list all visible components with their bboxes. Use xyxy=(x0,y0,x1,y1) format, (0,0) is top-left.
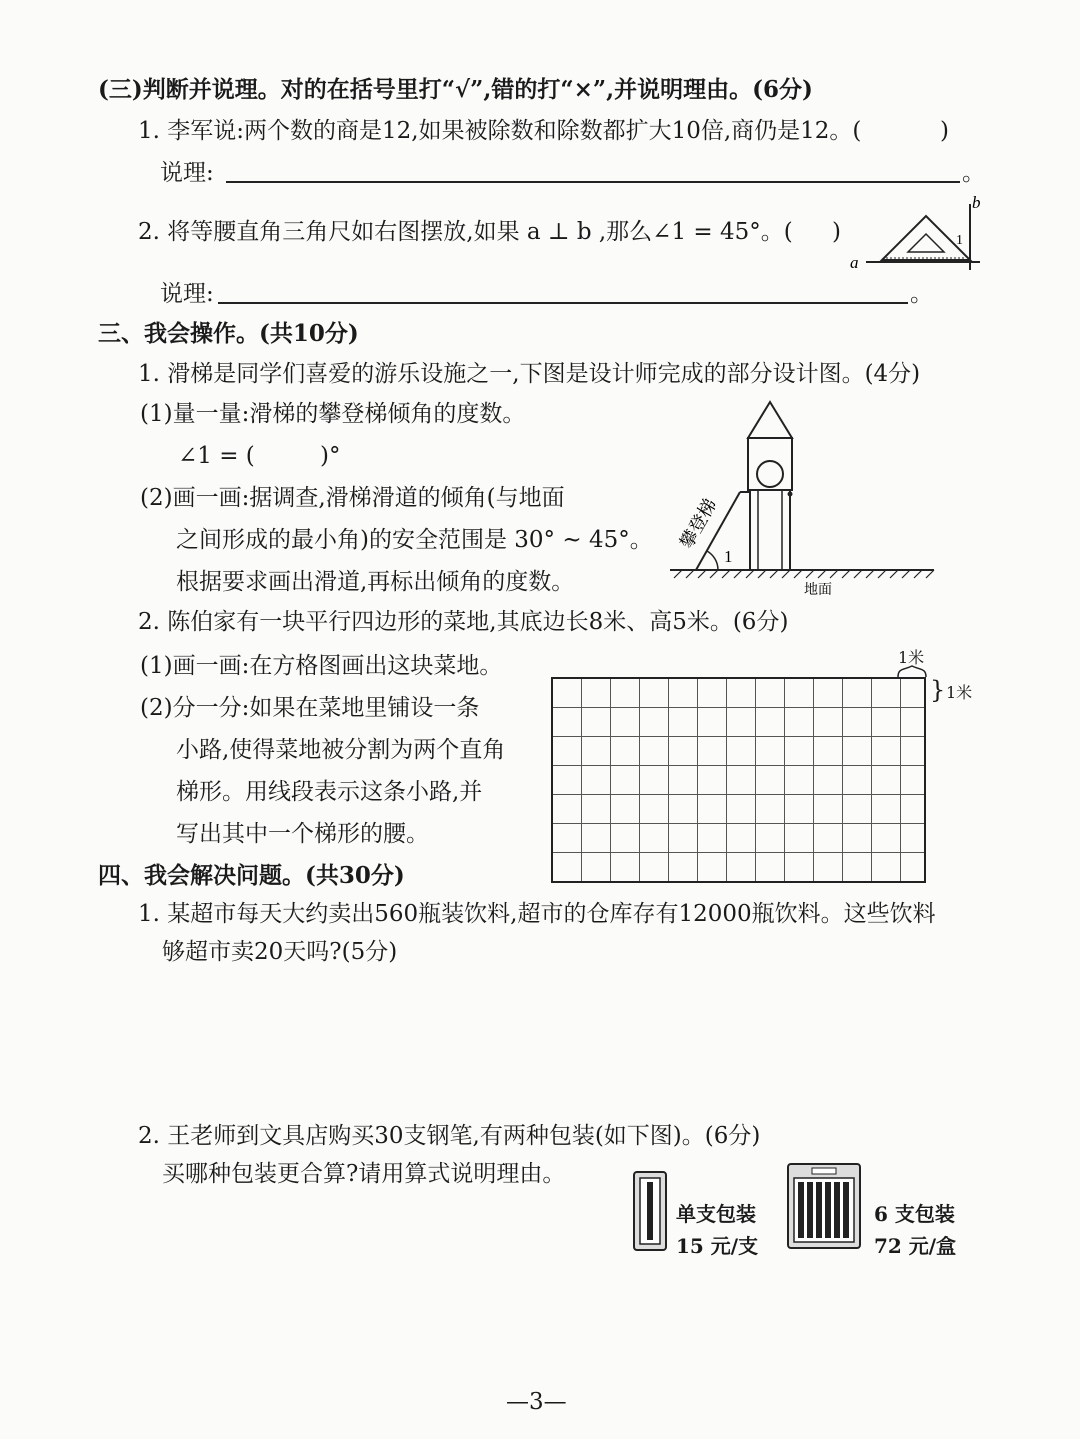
solve-q2-line1: 2. 王老师到文具店购买30支钢笔,有两种包装(如下图)。(6分) xyxy=(138,1123,761,1149)
ground-label: 地面 xyxy=(804,582,832,598)
tower-window xyxy=(757,461,783,487)
tower-roof xyxy=(748,402,792,438)
solve-section-title: 四、我会解决问题。(共30分) xyxy=(98,862,405,889)
solve-q2-line2: 买哪种包装更合算?请用算式说明理由。 xyxy=(162,1161,566,1187)
operate-q1-part2-line3: 根据要求画出滑道,再标出倾角的度数。 xyxy=(176,569,575,595)
operate-q2-part2-line3: 梯形。用线段表示这条小路,并 xyxy=(176,779,483,805)
operate-q1: 1. 滑梯是同学们喜爱的游乐设施之一,下图是设计师完成的部分设计图。(4分) xyxy=(138,361,921,387)
judge-q1-paren-close: ) xyxy=(940,118,949,144)
operate-q1-part1: (1)量一量:滑梯的攀登梯倾角的度数。 xyxy=(140,401,526,427)
judge-q2-paren-close: ) xyxy=(832,219,841,245)
pkg2-name: 6 支包装 xyxy=(874,1202,955,1226)
six-pen-package-image xyxy=(784,1160,864,1254)
single-pen-package-image xyxy=(630,1168,670,1256)
grid-unit-height-label: 1米 xyxy=(946,683,973,702)
judge-section-title: (三)判断并说理。对的在括号里打“√”,错的打“×”,并说明理由。(6分) xyxy=(98,76,813,103)
solve-q1-line1: 1. 某超市每天大约卖出560瓶装饮料,超市的仓库存有12000瓶饮料。这些饮料 xyxy=(138,901,936,927)
page-number: —3— xyxy=(506,1389,567,1415)
reason-period-1: 。 xyxy=(962,160,985,186)
operate-section-title: 三、我会操作。(共10分) xyxy=(98,320,359,347)
angle-answer-close: )° xyxy=(320,443,341,469)
set-square-figure xyxy=(846,192,982,276)
set-square-inner xyxy=(908,234,944,252)
solve-q1-line2: 够超市卖20天吗?(5分) xyxy=(162,939,398,965)
operate-q2-part1: (1)画一画:在方格图画出这块菜地。 xyxy=(140,653,503,679)
pkg1-price: 15 元/支 xyxy=(676,1234,759,1258)
operate-q2: 2. 陈伯家有一块平行四边形的菜地,其底边长8米、高5米。(6分) xyxy=(138,609,789,635)
grid-unit-height-brace: } xyxy=(930,676,946,704)
slide-design-figure xyxy=(660,396,940,602)
tower-top xyxy=(748,438,792,490)
operate-q1-part2-line2: 之间形成的最小角)的安全范围是 30° ~ 45°。 xyxy=(176,527,653,553)
pkg1-name: 单支包装 xyxy=(676,1202,756,1226)
operate-q1-part2-line1: (2)画一画:据调查,滑梯滑道的倾角(与地面 xyxy=(140,485,565,511)
grid-unit-width-label: 1米 xyxy=(898,648,925,667)
tower-body xyxy=(750,490,790,570)
reason-answer-line-1[interactable] xyxy=(226,181,960,183)
reason-period-2: 。 xyxy=(910,281,933,307)
operate-q2-part2-line4: 写出其中一个梯形的腰。 xyxy=(176,821,429,847)
reason-answer-line-2[interactable] xyxy=(218,302,908,304)
ladder-label: 攀登梯 xyxy=(676,495,722,553)
fig-label-1: 1 xyxy=(956,233,963,248)
fig-label-a: a xyxy=(850,253,859,272)
judge-q1: 1. 李军说:两个数的商是12,如果被除数和除数都扩大10倍,商仍是12。( xyxy=(138,118,862,144)
angle-label: 1 xyxy=(724,547,733,566)
reason-label-2: 说理: xyxy=(160,281,214,307)
grid-unit-width-brace xyxy=(896,664,928,678)
fig-label-b: b xyxy=(972,193,981,212)
operate-q2-part2-line1: (2)分一分:如果在菜地里铺设一条 xyxy=(140,695,480,721)
reason-label-1: 说理: xyxy=(160,160,214,186)
judge-q2: 2. 将等腰直角三角尺如右图摆放,如果 a ⊥ b ,那么∠1 = 45°。( xyxy=(138,219,793,245)
angle-answer-open: ∠1 = ( xyxy=(178,443,255,469)
operate-q2-part2-line2: 小路,使得菜地被分割为两个直角 xyxy=(176,737,506,763)
angle-arc xyxy=(707,551,718,570)
square-grid[interactable] xyxy=(551,677,926,883)
pkg2-price: 72 元/盒 xyxy=(874,1234,957,1258)
